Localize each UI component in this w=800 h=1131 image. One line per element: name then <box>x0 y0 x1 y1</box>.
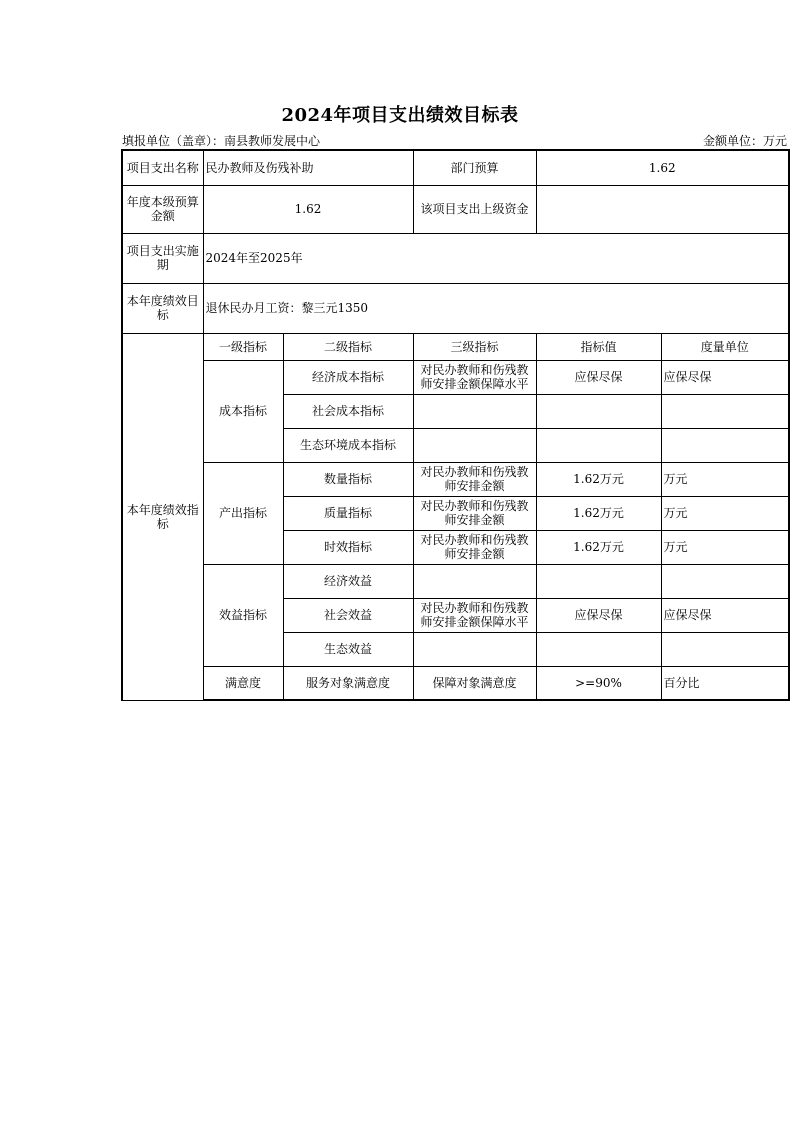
header-level1: 一级指标 <box>203 333 283 360</box>
indicators-label: 本年度绩效指标 <box>122 333 203 700</box>
row-period <box>122 233 789 283</box>
performance-table <box>121 149 790 701</box>
level3-cell: 对民办教师和伤残教师安排金额 <box>413 530 536 564</box>
level2-cell: 质量指标 <box>283 496 413 530</box>
level3-cell: 对民办教师和伤残教师安排金额保障水平 <box>413 360 536 394</box>
table-row <box>122 666 789 700</box>
level3-cell <box>413 564 536 598</box>
level3-cell: 对民办教师和伤残教师安排金额 <box>413 496 536 530</box>
amount-unit: 金额单位：万元 <box>702 134 787 148</box>
level2-cell: 服务对象满意度 <box>283 666 413 700</box>
superior-fund-label: 该项目支出上级资金 <box>413 185 536 233</box>
annual-budget: 1.62 <box>203 185 413 233</box>
table-row <box>122 462 789 496</box>
value-cell: 1.62万元 <box>536 496 661 530</box>
level2-cell: 生态效益 <box>283 632 413 666</box>
header-value: 指标值 <box>536 333 661 360</box>
goal: 退休民办月工资：黎三元1350 <box>203 283 789 333</box>
level2-cell: 生态环境成本指标 <box>283 428 413 462</box>
row-project-name <box>122 150 789 185</box>
value-cell: 应保尽保 <box>536 598 661 632</box>
header-level2: 二级指标 <box>283 333 413 360</box>
row-annual-budget <box>122 185 789 233</box>
value-cell: 1.62万元 <box>536 530 661 564</box>
unit-cell: 万元 <box>661 462 789 496</box>
group-benefit: 效益指标 <box>203 564 283 666</box>
project-name: 民办教师及伤残补助 <box>203 150 413 185</box>
unit-cell <box>661 564 789 598</box>
level2-cell: 时效指标 <box>283 530 413 564</box>
page-title: 2024年项目支出绩效目标表 <box>281 105 519 126</box>
project-name-label: 项目支出名称 <box>122 150 203 185</box>
unit-cell: 应保尽保 <box>661 360 789 394</box>
level2-cell: 经济效益 <box>283 564 413 598</box>
level3-cell <box>413 394 536 428</box>
value-cell: 应保尽保 <box>536 360 661 394</box>
goal-label: 本年度绩效目标 <box>122 283 203 333</box>
value-cell <box>536 428 661 462</box>
dept-budget: 1.62 <box>536 150 789 185</box>
unit-cell <box>661 394 789 428</box>
group-satisfaction: 满意度 <box>203 666 283 700</box>
period: 2024年至2025年 <box>203 233 789 283</box>
row-goal <box>122 283 789 333</box>
unit-cell: 应保尽保 <box>661 598 789 632</box>
table-row <box>122 360 789 394</box>
level2-cell: 经济成本指标 <box>283 360 413 394</box>
header-unit: 度量单位 <box>661 333 789 360</box>
row-headers <box>122 333 789 360</box>
value-cell <box>536 564 661 598</box>
level3-cell <box>413 632 536 666</box>
period-label: 项目支出实施期 <box>122 233 203 283</box>
value-cell: >=90% <box>536 666 661 700</box>
unit-cell: 万元 <box>661 530 789 564</box>
fill-unit: 填报单位（盖章）：南县教师发展中心 <box>122 134 321 148</box>
dept-budget-label: 部门预算 <box>413 150 536 185</box>
level3-cell: 对民办教师和伤残教师安排金额 <box>413 462 536 496</box>
unit-cell <box>661 632 789 666</box>
unit-cell <box>661 428 789 462</box>
level2-cell: 社会效益 <box>283 598 413 632</box>
level3-cell <box>413 428 536 462</box>
value-cell: 1.62万元 <box>536 462 661 496</box>
group-cost: 成本指标 <box>203 360 283 462</box>
level2-cell: 数量指标 <box>283 462 413 496</box>
value-cell <box>536 632 661 666</box>
superior-fund <box>536 185 789 233</box>
table-row <box>122 564 789 598</box>
level3-cell: 保障对象满意度 <box>413 666 536 700</box>
unit-cell: 百分比 <box>661 666 789 700</box>
header-level3: 三级指标 <box>413 333 536 360</box>
annual-budget-label: 年度本级预算金额 <box>122 185 203 233</box>
group-output: 产出指标 <box>203 462 283 564</box>
level3-cell: 对民办教师和伤残教师安排金额保障水平 <box>413 598 536 632</box>
level2-cell: 社会成本指标 <box>283 394 413 428</box>
value-cell <box>536 394 661 428</box>
unit-cell: 万元 <box>661 496 789 530</box>
